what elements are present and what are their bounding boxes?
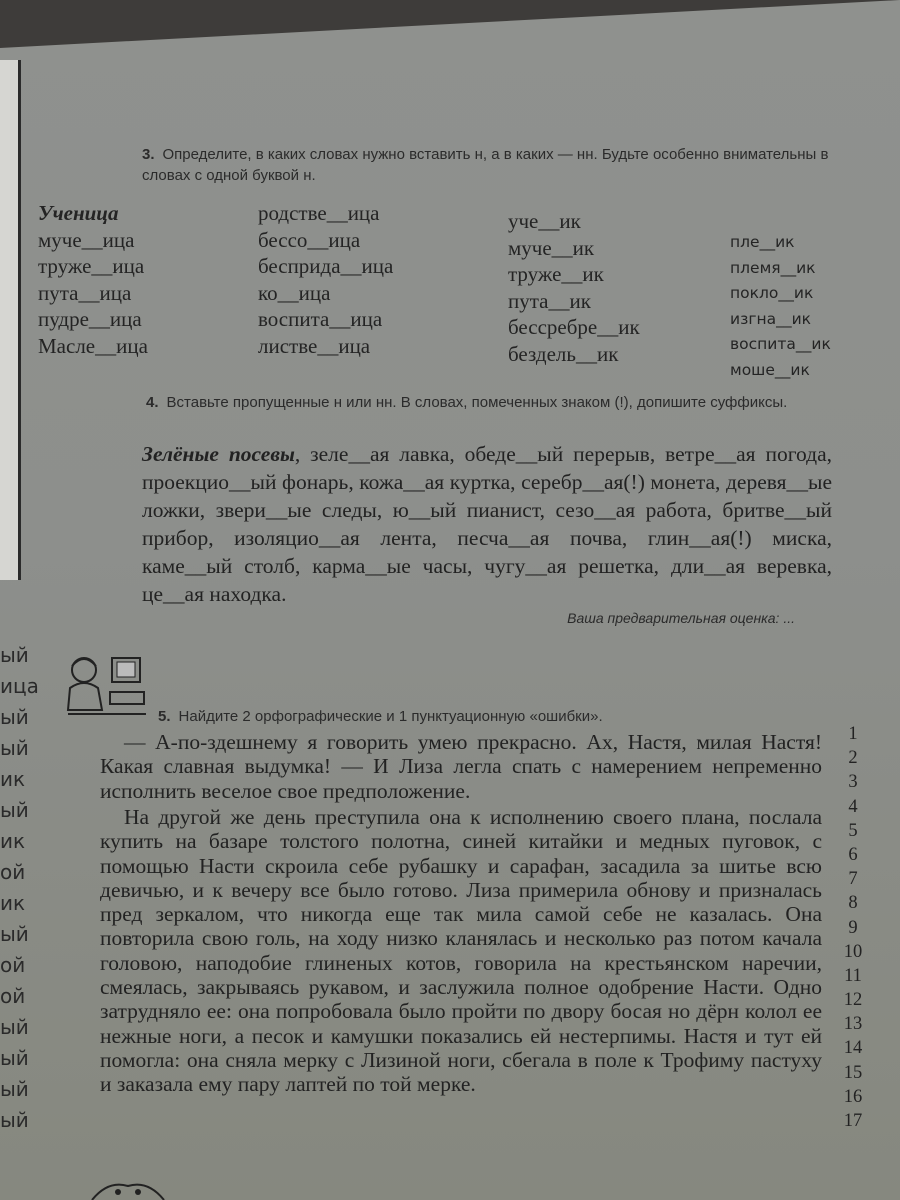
line-number: 2	[848, 748, 858, 769]
task-4-lead-phrase: Зелёные посевы	[142, 442, 295, 466]
task-4-instruction: 4. Вставьте пропущенные н или нн. В словах, помеченных знаком (!), допишите суффиксы.	[146, 394, 788, 411]
left-page-fragment: ый	[0, 1015, 29, 1039]
left-page-fragment: ой	[0, 984, 26, 1008]
task-3-number: 3.	[142, 146, 155, 163]
word-item: изгна__ик	[730, 309, 812, 328]
line-number: 8	[848, 893, 858, 914]
line-number: 4	[848, 796, 858, 817]
word-column-4	[730, 230, 831, 383]
word-item: племя__ик	[730, 258, 816, 277]
word-item: труже__ик	[508, 262, 604, 286]
word-item: моше__ик	[730, 360, 810, 379]
line-number: 3	[848, 772, 858, 793]
word-item: бессребре__ик	[508, 315, 640, 339]
word-item: пле__ик	[730, 233, 795, 251]
child-at-computer-icon	[62, 652, 150, 724]
word-column-3	[508, 208, 640, 367]
decorative-illustration-icon	[88, 1178, 168, 1200]
line-number: 15	[843, 1062, 863, 1083]
task-5-paragraph-2: На другой же день преступила она к исполнению своего плана, послала купить на базаре толстого полотна, синей китайки и медных пуговок, с помощью Насти скроила себе рубашку и сарафан, засадила за шитье всю девичью, и к вечеру все было готово. Лиза примерила обнову и призналась пред зеркалом, что никогда еще так мила самой себе не казалась. Она повторила свою голь, на ходу низко кланялась и несколько раз потом качала головою, наподобие глиненых котов, говорила на крестьянском наречии, смеялась, закрываясь рукавом, и заслужила полное одобрение Насти. Одно затрудняло ее: она попробовала было пройти по двору босая но дёрн колол ее нежные ноги, а песок и камушки показались ей нестерпимы. Настя и тут ей помогла: она сняла мерку с Лизиной ноги, сбегала в поле к Трофиму пастуху и заказала ему пару лаптей по той мерке.	[100, 805, 822, 1097]
word-item: бездель__ик	[508, 341, 619, 366]
word-item: муче__ик	[508, 235, 595, 260]
left-page-fragment: ый	[0, 922, 29, 946]
word-item: листве__ица	[258, 333, 371, 358]
left-page-fragment: ый	[0, 643, 29, 667]
word-item: воспита__ик	[730, 335, 831, 353]
word-column-2	[258, 200, 393, 359]
left-page-fragment: ый	[0, 1108, 29, 1132]
left-page-fragment: ый	[0, 1046, 29, 1070]
word-item: пудре__ица	[38, 307, 142, 331]
line-number: 7	[848, 869, 858, 890]
line-number: 9	[848, 917, 858, 938]
left-page-fragment: ой	[0, 953, 26, 977]
line-number: 12	[843, 990, 863, 1011]
left-page-fragment: ый	[0, 798, 29, 822]
task-5-paragraph-1: — А-по-здешнему я говорить умею прекрасно. Ах, Настя, милая Настя! Какая славная выдумка! — И Лиза легла спать с намерением непременно исполнить веселое свое предположение.	[100, 730, 822, 803]
word-item: родстве__ица	[258, 201, 380, 225]
word-item: бессо__ица	[258, 227, 361, 252]
task-5-instruction: 5. Найдите 2 орфографические и 1 пунктуационную «ошибки».	[158, 708, 603, 725]
word-item: ко__ица	[258, 280, 331, 305]
task-5-number: 5.	[158, 708, 171, 725]
line-number: 10	[843, 941, 863, 962]
preliminary-estimate: Ваша предварительная оценка: ...	[567, 610, 795, 626]
word-item: труже__ица	[38, 254, 145, 278]
left-page-fragment: ица	[0, 674, 39, 698]
word-item: пута__ик	[508, 288, 591, 313]
line-number: 5	[848, 820, 858, 841]
left-page-fragment: ик	[0, 829, 26, 853]
line-number: 17	[843, 1111, 863, 1131]
line-number: 6	[848, 844, 858, 865]
left-page-fragment: ик	[0, 767, 26, 791]
left-page-fragment: ый	[0, 736, 29, 760]
left-page-fragment: ый	[0, 1077, 29, 1101]
word-item: Ученица	[38, 201, 119, 225]
line-numbers	[838, 722, 868, 1133]
word-column-1	[38, 200, 148, 359]
word-item: пута__ица	[38, 280, 132, 305]
word-item: уче__ик	[508, 209, 581, 233]
line-number: 14	[843, 1038, 863, 1059]
line-number: 16	[843, 1086, 863, 1107]
task-3-instruction: 3. Определите, в каких словах нужно вставить н, а в каких — нн. Будьте особенно внимательны в словах с одной буквой н.	[142, 146, 829, 184]
line-number: 13	[843, 1014, 863, 1035]
task-4-number: 4.	[146, 394, 159, 411]
word-item: воспита__ица	[258, 307, 383, 331]
line-number: 11	[844, 965, 862, 986]
line-number: 1	[848, 724, 858, 744]
word-item: покло__ик	[730, 284, 814, 302]
left-page-fragment: ой	[0, 860, 26, 884]
previous-page-edge	[0, 60, 21, 580]
left-page-fragments	[0, 640, 58, 1200]
word-item: муче__ица	[38, 227, 135, 252]
task-4-text: Зелёные посевы, зеле__ая лавка, обеде__ый перерыв, ветре__ая погода, проекцио__ый фонарь, кожа__ая куртка, серебр__ая(!) монета, деревя__ые ложки, звери__ые следы, ю__ый пианист, сезо__ая работа, бритве__ый прибор, изоляцио__ая лента, песча__ая почва, глин__ая(!) миска, каме__ый столб, карма__ые часы, чугу__ая решетка, дли__ая веревка, це__ая находка.	[142, 442, 832, 606]
left-page-fragment: ый	[0, 705, 29, 729]
word-item: бесприда__ица	[258, 254, 394, 278]
word-item: Масле__ица	[38, 333, 148, 358]
left-page-fragment: ик	[0, 891, 26, 915]
